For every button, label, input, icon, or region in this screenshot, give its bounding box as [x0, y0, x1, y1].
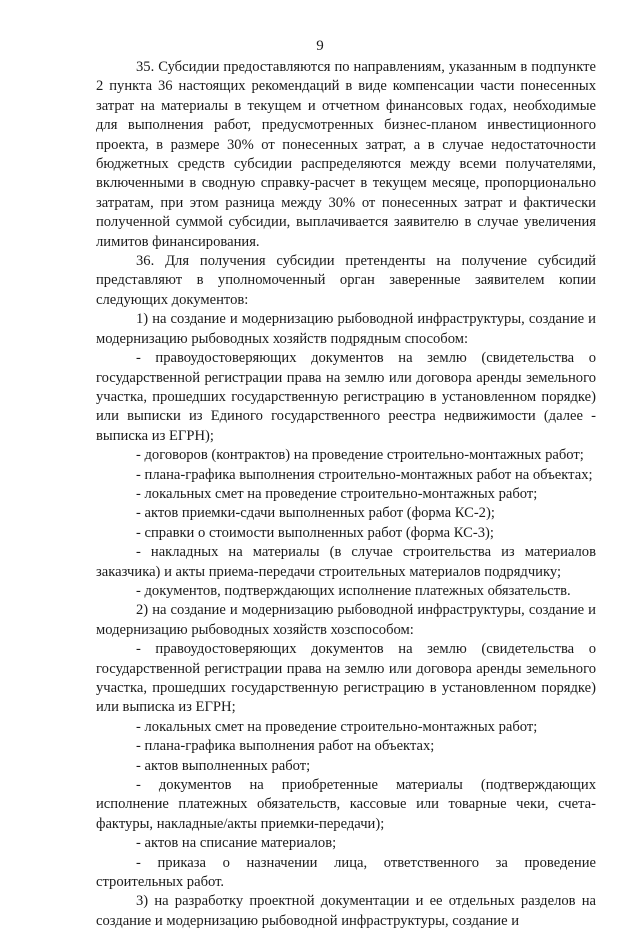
- paragraph-36: 36. Для получения субсидии претенденты на получение субсидий представляют в уполномоченный орган заверенные заявителем копии следующих документов:: [96, 253, 596, 308]
- subitem-1: 1) на создание и модернизацию рыбоводной инфраструктуры, создание и модернизацию рыбоводных хозяйств подрядным способом:: [96, 311, 596, 347]
- list-item: - правоудостоверяющих документов на землю (свидетельства о государственной регистрации права на землю или договора аренды земельного участка, прошедших государственную регистрацию в установленном порядке) или выписка из ЕГРН;: [96, 641, 596, 716]
- paragraph-35: 35. Субсидии предоставляются по направлениям, указанным в подпункте 2 пункта 36 настоящих рекомендаций в виде компенсации части понесенных затрат на материалы в текущем и отчетном финансовых годах, необходимые для выполнения работ, предусмотренных бизнес-планом инвестиционного проекта, в размере 30% от понесенных затрат, а в случае недостаточности бюджетных средств субсидии распределяются между всеми получателями, включенными в сводную справку-расчет в текущем месяце, пропорционально затратам, при этом разница между 30% от понесенных затрат и фактически полученной суммой субсидии, выплачивается заявителю в случае увеличения лимитов финансирования.: [96, 59, 596, 250]
- list-item: - актов приемки-сдачи выполненных работ (форма КС-2);: [136, 505, 495, 522]
- list-item: - документов, подтверждающих исполнение платежных обязательств.: [136, 582, 571, 599]
- list-item: - актов на списание материалов;: [136, 835, 337, 852]
- page-number: 9: [316, 38, 324, 54]
- subitem-2: 2) на создание и модернизацию рыбоводной инфраструктуры, создание и модернизацию рыбоводных хозяйств хозспособом:: [96, 602, 596, 638]
- list-item: - локальных смет на проведение строительно-монтажных работ;: [136, 718, 538, 735]
- list-item: - справки о стоимости выполненных работ (форма КС-3);: [136, 524, 494, 541]
- list-item: - накладных на материалы (в случае строительства из материалов заказчика) и акты приема-передачи строительных материалов подрядчику;: [96, 544, 596, 580]
- subitem-3: 3) на разработку проектной документации и ее отдельных разделов на создание и модернизацию рыбоводной инфраструктуры, создание и: [96, 893, 596, 929]
- list-item: - документов на приобретенные материалы (подтверждающих исполнение платежных обязательств, кассовые или товарные чеки, счета-фактуры, накладные/акты приемки-передачи);: [96, 777, 596, 832]
- list-item: - договоров (контрактов) на проведение строительно-монтажных работ;: [136, 447, 584, 464]
- list-item: - локальных смет на проведение строительно-монтажных работ;: [136, 485, 538, 502]
- list-item: - правоудостоверяющих документов на землю (свидетельства о государственной регистрации права на землю или договора аренды земельного участка, прошедших государственную регистрацию в установленном порядке) или выписки из Единого государственного реестра недвижимости (далее - выписка из ЕГРН);: [96, 350, 596, 444]
- list-item: - актов выполненных работ;: [136, 757, 311, 774]
- list-item: - плана-графика выполнения работ на объектах;: [136, 738, 435, 755]
- list-item: - плана-графика выполнения строительно-монтажных работ на объектах;: [136, 466, 593, 483]
- document-body: [96, 58, 596, 931]
- list-item: - приказа о назначении лица, ответственного за проведение строительных работ.: [96, 854, 596, 891]
